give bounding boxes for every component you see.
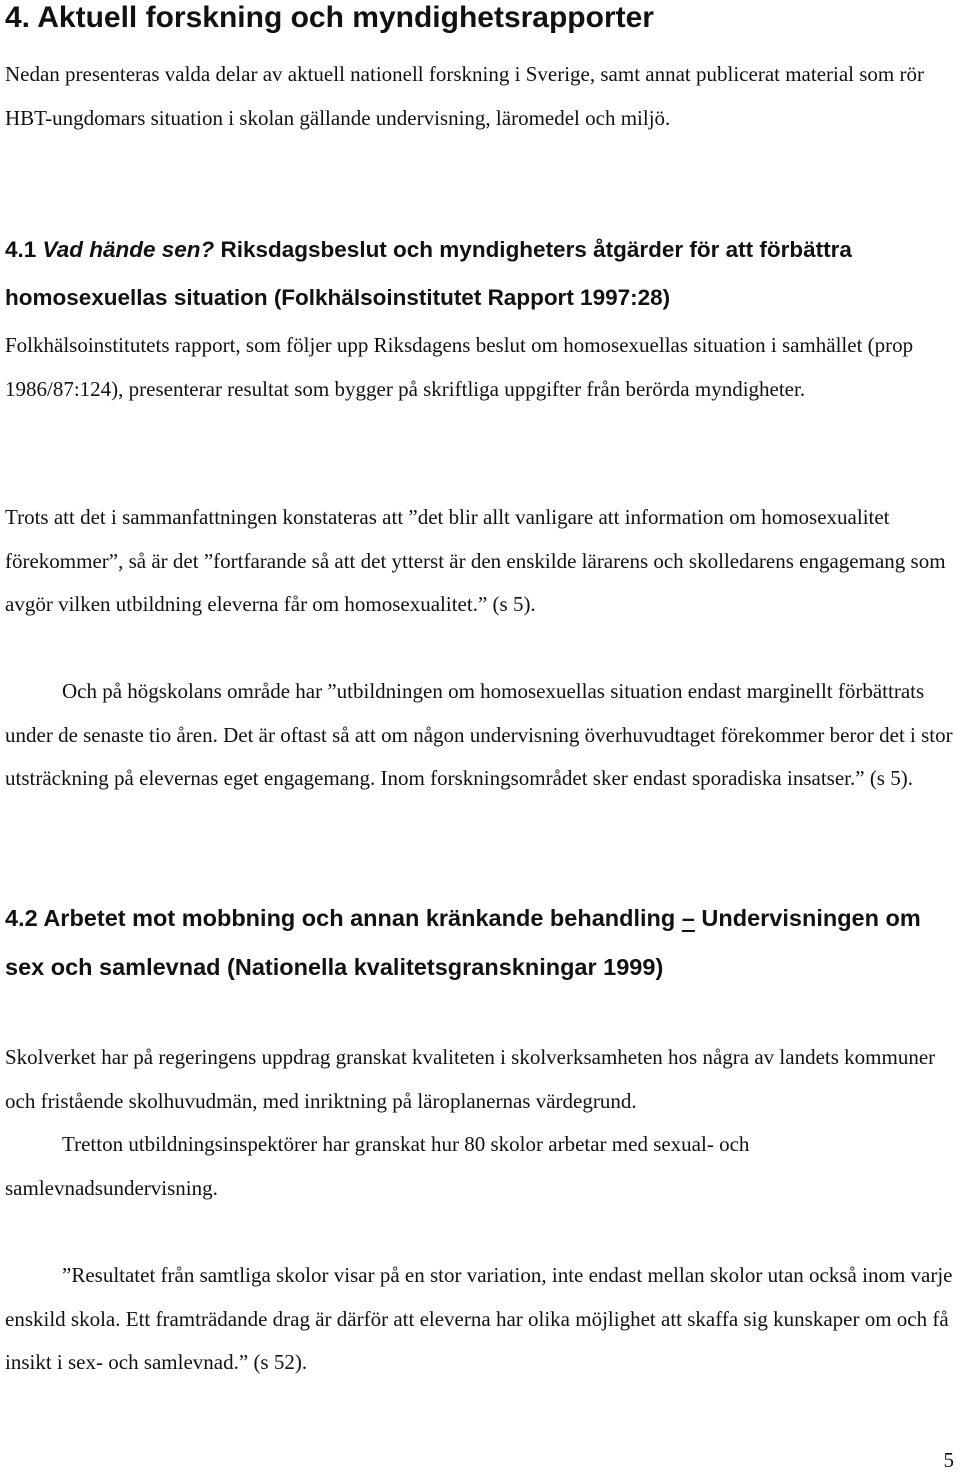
chapter-heading: 4. Aktuell forskning och myndighetsrapporter [5,1,654,34]
intro-paragraph: Nedan presenteras valda delar av aktuell nationell forskning i Sverige, samt annat publicerat material som rör HBT-ungdomars situation i skolan gällande undervisning, läromedel och miljö. [5,62,925,130]
section-4-2-paragraph-1: Skolverket har på regeringens uppdrag granskat kvaliteten i skolverksamheten hos några av landets kommuner och fristående skolhuvudmän, med inriktning på läroplanernas värdegrund. [5,1045,936,1113]
section-4-1-title: Riksdagsbeslut och myndigheters åtgärder för att förbättra homosexuellas situation (Folkhälsoinstitutet Rapport 1997:28) [5,237,852,310]
section-4-2-heading [5,894,957,991]
section-4-2-title: Undervisningen om sex och samlevnad (Nationella kvalitetsgranskningar 1999) [5,905,921,980]
section-4-2-title-start: 4.2 Arbetet mot mobbning och annan kränkande behandling [5,905,682,931]
section-4-1-heading [5,226,957,322]
section-4-1-title-italic: Vad hände sen? [42,237,215,262]
section-4-1-paragraph-3: Och på högskolans område har ”utbildningen om homosexuellas situation endast marginellt förbättrats under de senaste tio åren. Det är oftast så att om någon undervisning överhuvudtaget förekommer beror det i stor utsträckning på elevernas eget engagemang. Inom forskningsområdet sker endast sporadiska insatser.” (s 5). [5,679,953,790]
section-4-2-paragraph-2: Tretton utbildningsinspektörer har granskat hur 80 skolor arbetar med sexual- och samlevnadsundervisning. [5,1132,750,1200]
section-4-2-paragraph-3: ”Resultatet från samtliga skolor visar på en stor variation, inte endast mellan skolor utan också inom varje enskild skola. Ett framträdande drag är därför att eleverna har olika möjlighet att skaffa sig kunskaper om och få insikt i sex- och samlevnad.” (s 52). [5,1263,953,1374]
section-4-1-paragraph-1: Folkhälsoinstitutets rapport, som följer upp Riksdagens beslut om homosexuellas situation i samhället (prop 1986/87:124), presenterar resultat som bygger på skriftliga uppgifter från berörda myndigheter. [5,333,914,401]
section-4-2-title-dash: – [681,905,695,931]
page-number: 5 [943,1448,954,1472]
section-4-1-paragraph-2: Trots att det i sammanfattningen konstateras att ”det blir allt vanligare att information om homosexualitet förekommer”, så är det ”fortfarande så att det ytterst är den enskilde lärarens och skolledarens engagemang som avgör vilken utbildning eleverna får om homosexualitet.” (s 5). [5,505,946,616]
section-4-1-number: 4.1 [5,237,43,262]
